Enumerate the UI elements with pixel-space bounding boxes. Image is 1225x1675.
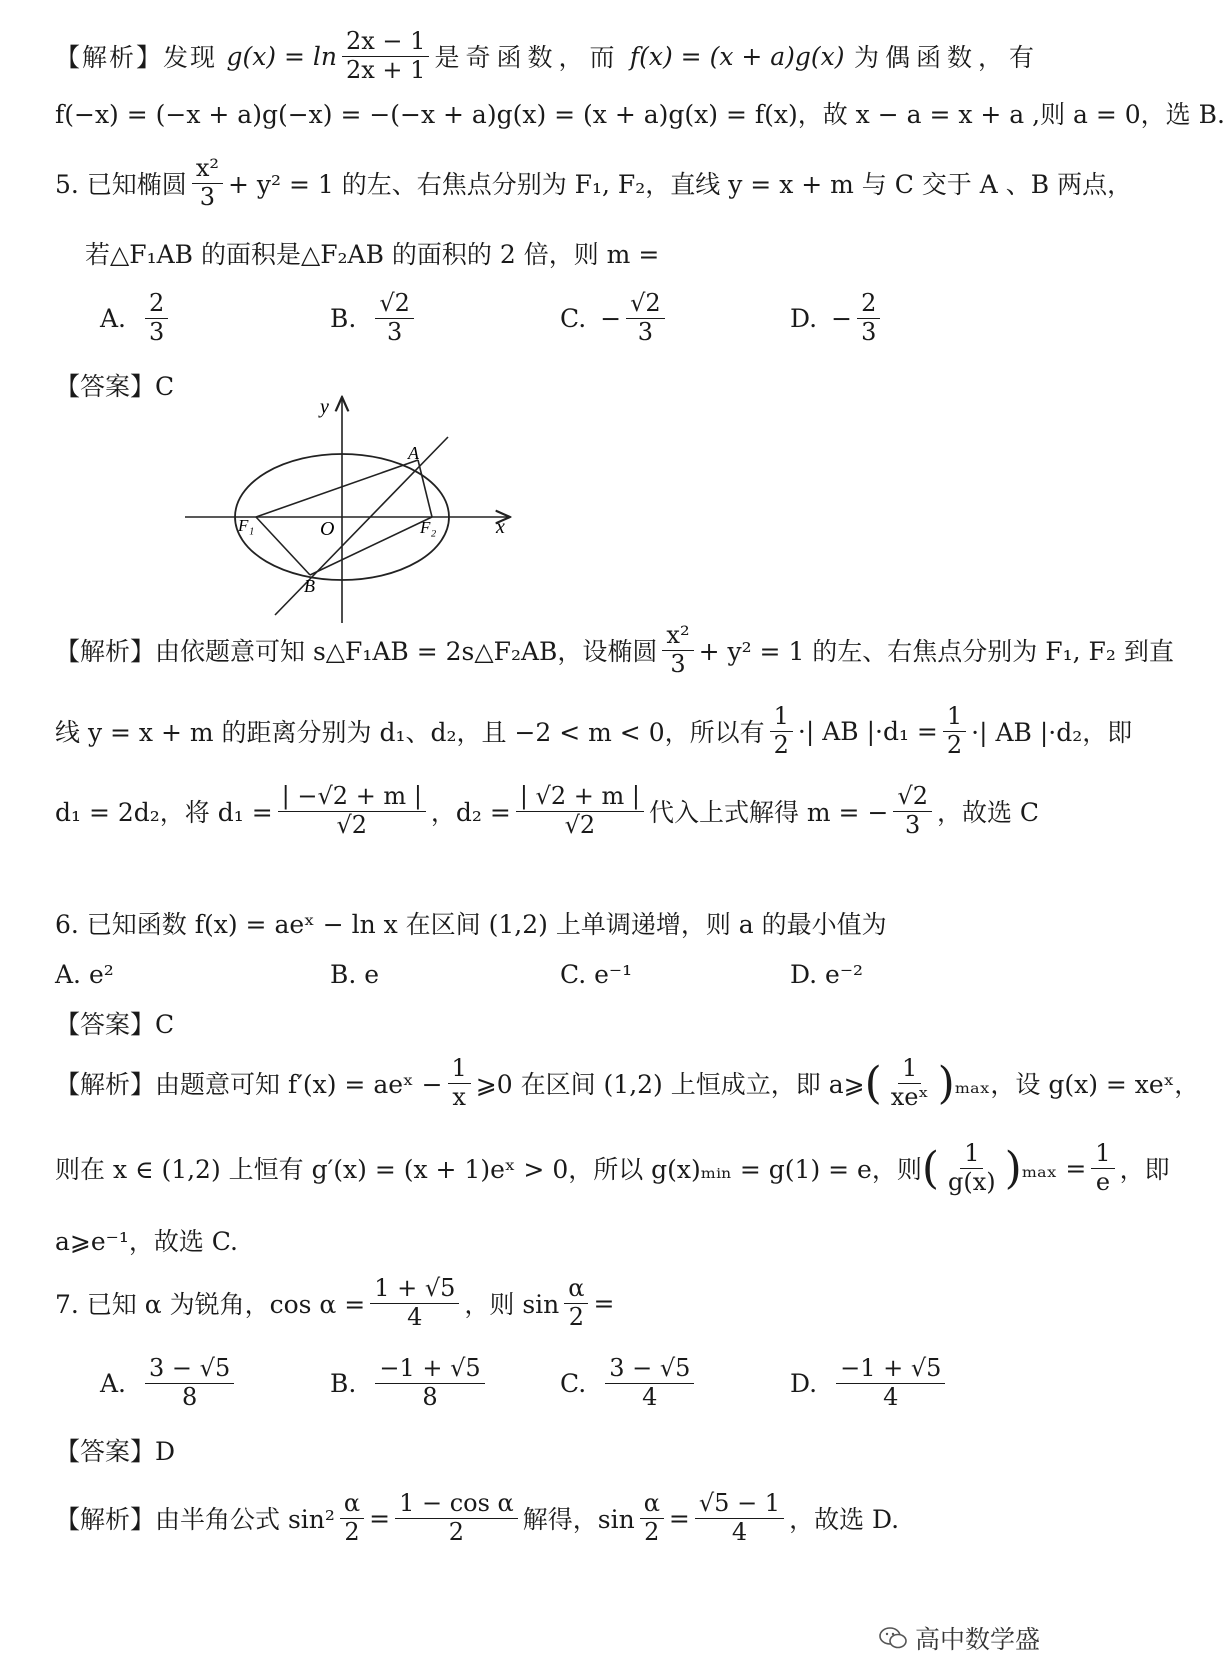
wechat-icon bbox=[879, 1626, 907, 1650]
option-key: A. bbox=[100, 1368, 127, 1398]
fraction-numerator: −1 + √5 bbox=[375, 1355, 484, 1384]
segment-f1b bbox=[256, 517, 310, 575]
analysis-text: ·| AB |·d₁ = bbox=[797, 716, 938, 746]
fraction-denominator: 8 bbox=[181, 1382, 198, 1411]
fraction-numerator: 1 bbox=[448, 1055, 471, 1084]
answer-text: 【答案】C bbox=[55, 1010, 175, 1039]
analysis-text: ，故选 C bbox=[936, 798, 1040, 828]
label-b: B bbox=[304, 576, 315, 596]
fraction-denominator: 4 bbox=[883, 1382, 899, 1411]
fraction-denominator: 2 bbox=[344, 1517, 360, 1546]
q7-analysis bbox=[55, 1490, 1040, 1546]
analysis-text: 为偶函数，有 bbox=[853, 43, 1040, 73]
fraction bbox=[395, 1490, 518, 1546]
fraction bbox=[340, 1490, 364, 1546]
option-key: B. bbox=[330, 303, 357, 333]
sign: − bbox=[600, 303, 622, 333]
option-key: C. bbox=[560, 303, 587, 333]
paren-right: ) bbox=[1004, 1142, 1022, 1194]
fraction-numerator: 3 − √5 bbox=[145, 1355, 234, 1384]
fraction-denominator: 2x + 1 bbox=[345, 55, 426, 84]
paren-left: ( bbox=[864, 1057, 882, 1109]
analysis-text: 【解析】由题意可知 f′(x) = aeˣ − bbox=[55, 1070, 443, 1100]
option-d: D. e⁻² bbox=[790, 960, 864, 989]
fraction-numerator: √5 − 1 bbox=[695, 1490, 784, 1519]
option-a: A. e² bbox=[55, 960, 114, 989]
fraction-denominator: g(x) bbox=[948, 1167, 996, 1196]
fraction bbox=[640, 1490, 664, 1546]
option-c: C. e⁻¹ bbox=[560, 960, 633, 989]
fraction bbox=[943, 703, 966, 759]
math-expr: g(x) = ln bbox=[226, 41, 337, 71]
fraction-numerator: | −√2 + m | bbox=[278, 783, 426, 812]
q6-analysis-line-3 bbox=[55, 1222, 1040, 1258]
segment-af2 bbox=[418, 460, 432, 517]
label-y: y bbox=[320, 396, 329, 418]
fraction-numerator: 2 bbox=[857, 290, 880, 319]
option-c bbox=[560, 1355, 699, 1411]
q5-analysis-line-1 bbox=[55, 621, 1174, 678]
analysis-text: 解得，sin bbox=[522, 1505, 635, 1535]
option-key: B. bbox=[330, 1368, 357, 1398]
fraction-denominator: 3 bbox=[670, 649, 686, 678]
fraction bbox=[145, 1355, 234, 1411]
option-key: A. bbox=[100, 303, 127, 333]
fraction bbox=[192, 155, 223, 211]
fraction-numerator: x² bbox=[662, 622, 693, 651]
analysis-text: ，d₂ = bbox=[430, 798, 511, 828]
fraction-numerator: √2 bbox=[375, 290, 414, 319]
fraction bbox=[278, 783, 426, 839]
q6-analysis-line-1 bbox=[55, 1054, 1200, 1111]
fraction-denominator: √2 bbox=[564, 810, 596, 839]
label-f1: F₁ bbox=[238, 516, 255, 535]
fraction-numerator: −1 + √5 bbox=[836, 1355, 945, 1384]
fraction-numerator: 1 bbox=[943, 703, 966, 732]
q5-stem-line-2 bbox=[85, 235, 1040, 271]
watermark bbox=[879, 1620, 1040, 1656]
question-text: = bbox=[593, 1288, 615, 1318]
answer-text: 【答案】C bbox=[55, 372, 175, 401]
fraction-denominator: 2 bbox=[448, 1517, 465, 1546]
fraction-denominator: 3 bbox=[861, 317, 877, 346]
fraction-numerator: 1 bbox=[960, 1140, 983, 1169]
watermark-text: 高中数学盛 bbox=[914, 1625, 1040, 1654]
fraction-denominator: xeˣ bbox=[890, 1082, 929, 1111]
q6-analysis-line-2 bbox=[55, 1139, 1170, 1196]
fraction bbox=[564, 1275, 588, 1331]
fraction-numerator: 3 − √5 bbox=[605, 1355, 694, 1384]
fraction-denominator: 4 bbox=[731, 1517, 748, 1546]
fraction bbox=[893, 783, 932, 839]
option-b: B. e bbox=[330, 960, 380, 989]
q4-analysis-line-1 bbox=[55, 28, 1040, 84]
label-x: x bbox=[496, 516, 505, 538]
fraction bbox=[770, 703, 793, 759]
analysis-text: 则在 x ∈ (1,2) 上恒有 g′(x) = (x + 1)eˣ > 0，所以 g(x)ₘᵢₙ = g(1) = e，则 bbox=[55, 1155, 922, 1185]
analysis-text: 【解析】由半角公式 sin² bbox=[55, 1505, 335, 1535]
fraction-denominator: 2 bbox=[568, 1302, 585, 1331]
option-d bbox=[790, 290, 885, 346]
question-text: 5. 已知椭圆 bbox=[55, 170, 187, 200]
fraction bbox=[375, 1355, 484, 1411]
analysis-text: = bbox=[668, 1503, 690, 1533]
fraction-denominator: x bbox=[452, 1082, 466, 1111]
fraction-denominator: 2 bbox=[644, 1517, 660, 1546]
fraction-numerator: 2 bbox=[145, 290, 168, 319]
answer-text: 【答案】D bbox=[55, 1437, 176, 1466]
option-c bbox=[560, 290, 670, 346]
label-a: A bbox=[408, 443, 419, 463]
fraction-denominator: 2 bbox=[773, 730, 789, 759]
fraction-denominator: √2 bbox=[336, 810, 368, 839]
option-b bbox=[330, 1355, 490, 1411]
fraction bbox=[516, 783, 644, 839]
fraction-numerator: √2 bbox=[893, 783, 932, 812]
analysis-text: ₘₐₓ，设 g(x) = xeˣ， bbox=[954, 1070, 1200, 1100]
math-expr: f(x) = (x + a)g(x) bbox=[629, 41, 845, 71]
analysis-text: ·| AB |·d₂，即 bbox=[971, 718, 1133, 748]
q5-analysis-line-3 bbox=[55, 783, 1040, 839]
analysis-text: a⩾e⁻¹，故选 C. bbox=[55, 1227, 238, 1256]
q7-stem bbox=[55, 1275, 1040, 1331]
fraction bbox=[662, 622, 693, 678]
segment-f1a bbox=[256, 460, 418, 517]
fraction-denominator: 3 bbox=[149, 317, 165, 346]
fraction-denominator: e bbox=[1095, 1167, 1111, 1196]
q6-stem bbox=[55, 905, 1040, 941]
fraction-denominator: 3 bbox=[905, 810, 921, 839]
analysis-text: 线 y = x + m 的距离分别为 d₁、d₂，且 −2 < m < 0，所以有 bbox=[55, 718, 765, 748]
fraction-numerator: 1 bbox=[1091, 1140, 1114, 1169]
fraction-numerator: 1 + √5 bbox=[370, 1275, 459, 1304]
analysis-text: 代入上式解得 m = − bbox=[648, 798, 889, 828]
fraction bbox=[944, 1140, 1000, 1196]
option-key: D. bbox=[790, 303, 818, 333]
fraction bbox=[145, 290, 168, 346]
q4-analysis-line-2 bbox=[55, 95, 1225, 131]
sign: − bbox=[831, 303, 853, 333]
analysis-text: 【解析】发现 bbox=[55, 43, 218, 73]
fraction bbox=[695, 1490, 784, 1546]
analysis-text: f(−x) = (−x + a)g(−x) = −(−x + a)g(x) = (x + a)g(x) = f(x)，故 x − a = x + a ,则 a = 0，选 B. bbox=[55, 100, 1225, 129]
question-text: 7. 已知 α 为锐角，cos α = bbox=[55, 1290, 366, 1320]
label-f2: F₂ bbox=[420, 518, 437, 537]
fraction bbox=[1091, 1140, 1114, 1196]
q7-answer bbox=[55, 1432, 1040, 1468]
analysis-text: = bbox=[369, 1503, 391, 1533]
analysis-text: ⩾0 在区间 (1,2) 上恒成立，即 a⩾ bbox=[475, 1070, 865, 1100]
fraction-numerator: 1 bbox=[770, 703, 793, 732]
question-text: 若△F₁AB 的面积是△F₂AB 的面积的 2 倍，则 m = bbox=[85, 240, 660, 269]
fraction bbox=[448, 1055, 471, 1111]
fraction-denominator: 3 bbox=[199, 182, 216, 211]
fraction bbox=[605, 1355, 694, 1411]
fraction-denominator: 4 bbox=[642, 1382, 658, 1411]
analysis-text: d₁ = 2d₂，将 d₁ = bbox=[55, 798, 273, 828]
question-text: 6. 已知函数 f(x) = aeˣ − ln x 在区间 (1,2) 上单调递增，则 a 的最小值为 bbox=[55, 910, 887, 939]
q6-answer bbox=[55, 1005, 1040, 1041]
fraction-numerator: x² bbox=[192, 155, 223, 184]
analysis-text: 【解析】由依题意可知 s△F₁AB = 2s△F₂AB，设椭圆 bbox=[55, 637, 658, 667]
fraction-denominator: 8 bbox=[422, 1382, 438, 1411]
label-o: O bbox=[320, 518, 335, 540]
fraction bbox=[887, 1055, 933, 1111]
fraction bbox=[836, 1355, 945, 1411]
paren-right: ) bbox=[937, 1057, 955, 1109]
q5-analysis-line-2 bbox=[55, 702, 1133, 759]
option-d bbox=[790, 1355, 950, 1411]
fraction-denominator: 3 bbox=[386, 317, 403, 346]
fraction-denominator: 2 bbox=[946, 730, 963, 759]
fraction bbox=[342, 28, 429, 84]
fraction bbox=[375, 290, 414, 346]
question-text: + y² = 1 的左、右焦点分别为 F₁, F₂，直线 y = x + m 与 C 交于 A 、B 两点， bbox=[227, 170, 1133, 200]
q5-stem-line-1 bbox=[55, 154, 1133, 211]
option-a bbox=[100, 290, 173, 346]
paren-left: ( bbox=[921, 1142, 940, 1194]
fraction-numerator: 1 bbox=[898, 1055, 921, 1084]
fraction-numerator: α bbox=[564, 1275, 588, 1304]
fraction-denominator: 3 bbox=[637, 317, 654, 346]
analysis-text: ，即 bbox=[1119, 1155, 1170, 1185]
option-key: C. bbox=[560, 1368, 587, 1398]
analysis-text: 是奇函数，而 bbox=[434, 43, 621, 73]
fraction bbox=[857, 290, 880, 346]
fraction-numerator: √2 bbox=[626, 290, 665, 319]
fraction bbox=[370, 1275, 459, 1331]
option-a bbox=[100, 1355, 239, 1411]
analysis-text: + y² = 1 的左、右焦点分别为 F₁, F₂ 到直 bbox=[698, 637, 1174, 667]
option-b bbox=[330, 290, 419, 346]
option-key: D. bbox=[790, 1368, 818, 1398]
fraction-numerator: 2x − 1 bbox=[342, 28, 429, 57]
fraction-denominator: 4 bbox=[407, 1302, 423, 1331]
analysis-text: ，故选 D. bbox=[789, 1505, 900, 1535]
fraction-numerator: α bbox=[640, 1490, 664, 1519]
fraction-numerator: | √2 + m | bbox=[516, 783, 644, 812]
analysis-text: ₘₐₓ = bbox=[1021, 1153, 1087, 1183]
fraction-numerator: α bbox=[340, 1490, 364, 1519]
question-text: ，则 sin bbox=[464, 1290, 560, 1320]
fraction-numerator: 1 − cos α bbox=[395, 1490, 518, 1519]
fraction bbox=[626, 290, 665, 346]
